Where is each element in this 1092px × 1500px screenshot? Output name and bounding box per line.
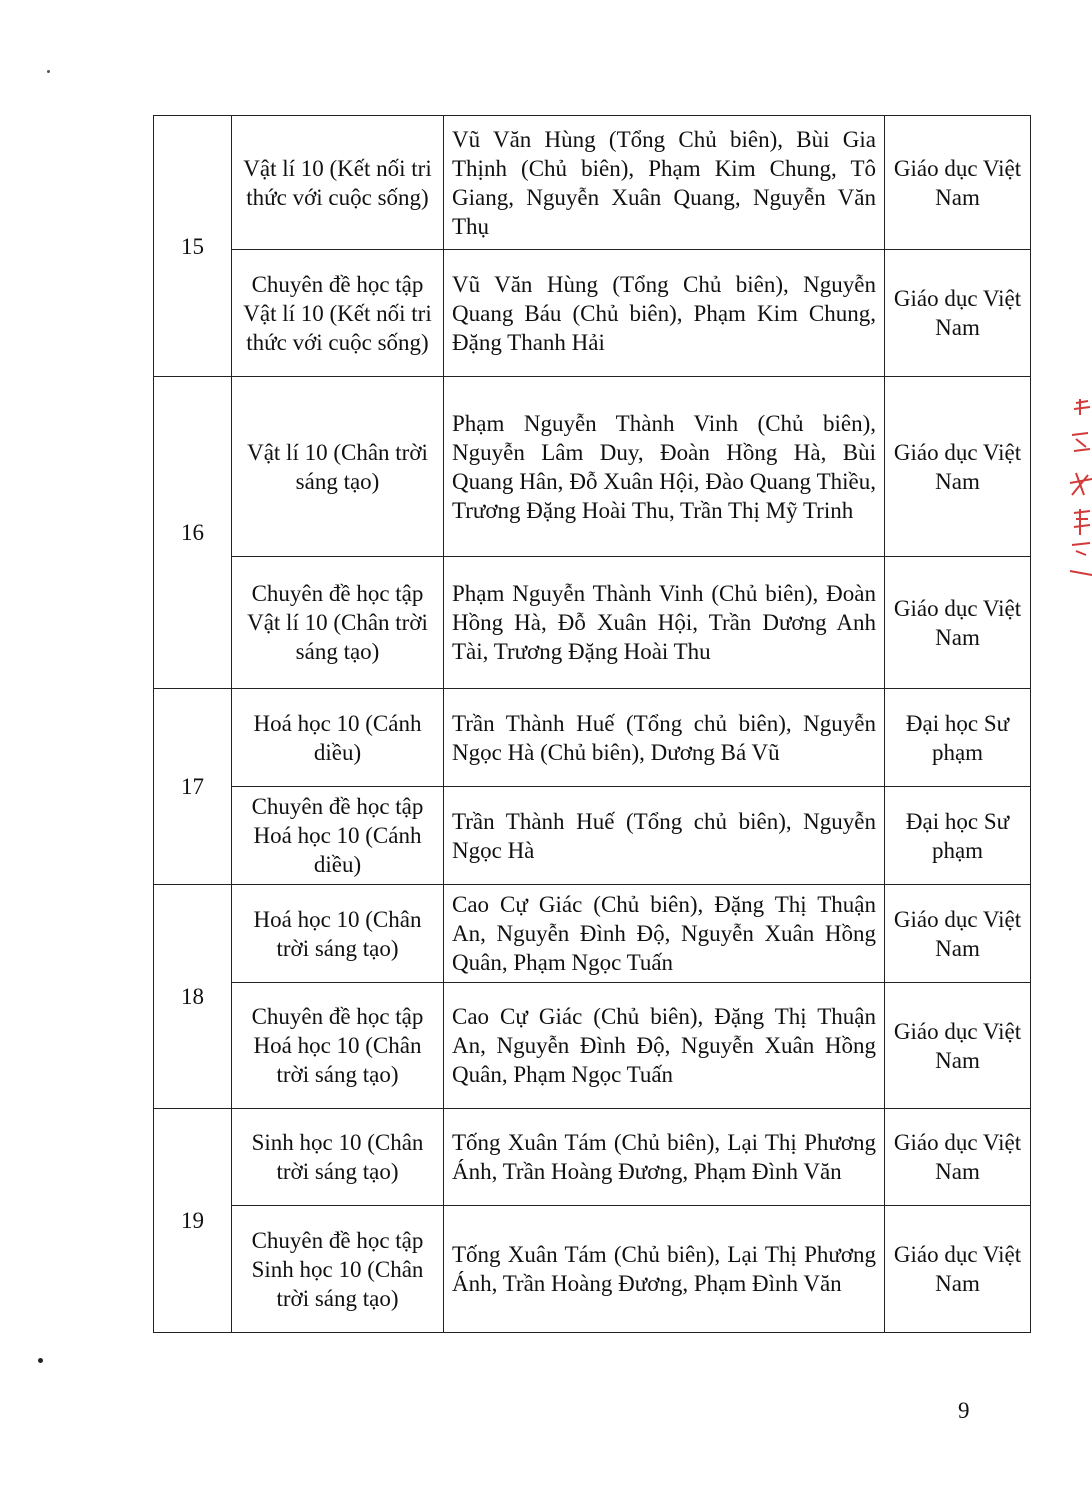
authors-cell: Tống Xuân Tám (Chủ biên), Lại Thị Phương Ánh, Trần Hoàng Đương, Phạm Đình Văn — [444, 1109, 885, 1206]
authors-cell: Cao Cự Giác (Chủ biên), Đặng Thị Thuận An, Nguyễn Đình Độ, Nguyễn Xuân Hồng Quân, Phạm Ngọc Tuấn — [444, 885, 885, 983]
authors-cell: Cao Cự Giác (Chủ biên), Đặng Thị Thuận An, Nguyễn Đình Độ, Nguyễn Xuân Hồng Quân, Phạm Ngọc Tuấn — [444, 983, 885, 1109]
stt-cell: 16 — [154, 377, 232, 689]
publisher-cell: Giáo dục Việt Nam — [885, 1206, 1031, 1333]
scan-speck — [38, 1358, 43, 1363]
authors-cell: Tống Xuân Tám (Chủ biên), Lại Thị Phương Ánh, Trần Hoàng Đương, Phạm Đình Văn — [444, 1206, 885, 1333]
authors-cell: Phạm Nguyễn Thành Vinh (Chủ biên), Đoàn Hồng Hà, Đỗ Xuân Hội, Trần Dương Anh Tài, Trương Đặng Hoài Thu — [444, 557, 885, 689]
page-number: 9 — [958, 1398, 970, 1423]
table-row — [154, 885, 1031, 983]
textbook-table — [153, 115, 1031, 1333]
table-row — [154, 250, 1031, 377]
title-cell: Chuyên đề học tập Hoá học 10 (Cánh diều) — [232, 787, 444, 885]
table-row — [154, 1109, 1031, 1206]
publisher-cell: Giáo dục Việt Nam — [885, 983, 1031, 1109]
table-row — [154, 689, 1031, 787]
authors-cell: Trần Thành Huế (Tổng chủ biên), Nguyễn Ngọc Hà (Chủ biên), Dương Bá Vũ — [444, 689, 885, 787]
title-cell: Hoá học 10 (Chân trời sáng tạo) — [232, 885, 444, 983]
publisher-cell: Giáo dục Việt Nam — [885, 377, 1031, 557]
stt-cell: 18 — [154, 885, 232, 1109]
stt-cell: 19 — [154, 1109, 232, 1333]
title-cell: Chuyên đề học tập Vật lí 10 (Kết nối tri thức với cuộc sống) — [232, 250, 444, 377]
authors-cell: Vũ Văn Hùng (Tổng Chủ biên), Nguyễn Quang Báu (Chủ biên), Phạm Kim Chung, Đặng Thanh Hải — [444, 250, 885, 377]
publisher-cell: Giáo dục Việt Nam — [885, 1109, 1031, 1206]
stt-cell: 17 — [154, 689, 232, 885]
authors-cell: Trần Thành Huế (Tổng chủ biên), Nguyễn Ngọc Hà — [444, 787, 885, 885]
publisher-cell: Đại học Sư phạm — [885, 787, 1031, 885]
stt-cell: 15 — [154, 116, 232, 377]
publisher-cell: Giáo dục Việt Nam — [885, 557, 1031, 689]
title-cell: Vật lí 10 (Chân trời sáng tạo) — [232, 377, 444, 557]
publisher-cell: Đại học Sư phạm — [885, 689, 1031, 787]
title-cell: Vật lí 10 (Kết nối tri thức với cuộc sống) — [232, 116, 444, 250]
title-cell: Chuyên đề học tập Hoá học 10 (Chân trời sáng tạo) — [232, 983, 444, 1109]
seal-stamp-icon — [1066, 395, 1092, 585]
authors-cell: Vũ Văn Hùng (Tổng Chủ biên), Bùi Gia Thịnh (Chủ biên), Phạm Kim Chung, Tô Giang, Nguyễn Xuân Quang, Nguyễn Văn Thụ — [444, 116, 885, 250]
title-cell: Hoá học 10 (Cánh diều) — [232, 689, 444, 787]
table-row — [154, 787, 1031, 885]
table-row — [154, 116, 1031, 250]
title-cell: Chuyên đề học tập Vật lí 10 (Chân trời sáng tạo) — [232, 557, 444, 689]
table-row — [154, 983, 1031, 1109]
publisher-cell: Giáo dục Việt Nam — [885, 250, 1031, 377]
table-row — [154, 557, 1031, 689]
publisher-cell: Giáo dục Việt Nam — [885, 885, 1031, 983]
publisher-cell: Giáo dục Việt Nam — [885, 116, 1031, 250]
authors-cell: Phạm Nguyễn Thành Vinh (Chủ biên), Nguyễn Lâm Duy, Đoàn Hồng Hà, Bùi Quang Hân, Đỗ Xuân Hội, Đào Quang Thiều, Trương Đặng Hoài Thu, Trần Thị Mỹ Trinh — [444, 377, 885, 557]
title-cell: Chuyên đề học tập Sinh học 10 (Chân trời sáng tạo) — [232, 1206, 444, 1333]
table-row — [154, 1206, 1031, 1333]
table-row — [154, 377, 1031, 557]
scan-speck — [47, 70, 50, 73]
title-cell: Sinh học 10 (Chân trời sáng tạo) — [232, 1109, 444, 1206]
